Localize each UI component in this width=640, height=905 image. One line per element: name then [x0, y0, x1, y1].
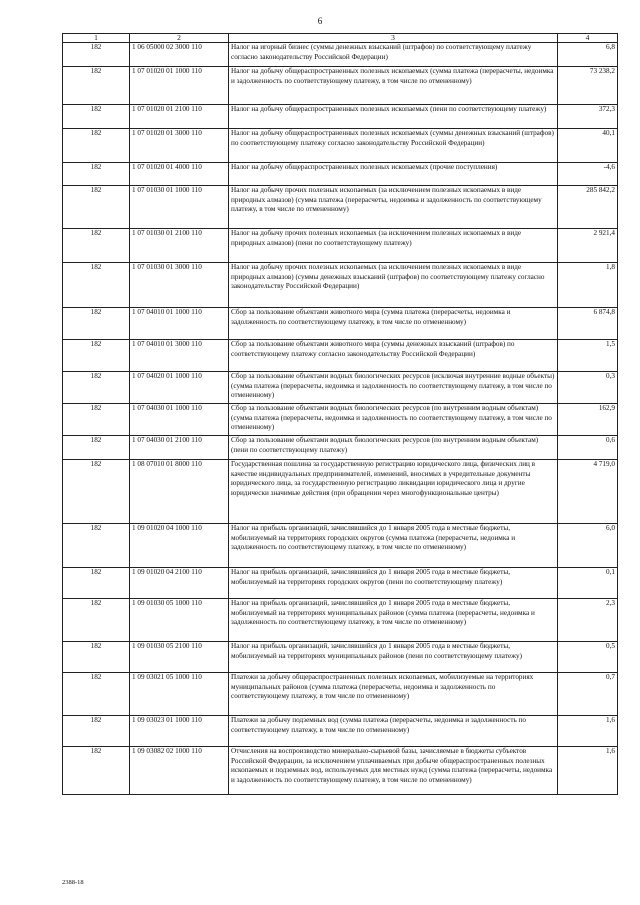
amount-cell: 4 719,0 [558, 460, 618, 524]
budget-code-cell: 1 07 01020 01 4000 110 [130, 163, 229, 186]
table-row [63, 263, 618, 308]
description-cell: Сбор за пользование объектами водных биологических ресурсов (исключая внутренние водные объекты) (сумма платежа (перерасчеты, недоимка и задолженность по соответствующему платежу, в том числе по отмененному) [229, 372, 558, 404]
admin-code-cell: 182 [63, 372, 130, 404]
description-cell: Налог на добычу прочих полезных ископаемых (за исключением полезных ископаемых в виде природных алмазов) (сумма платежа (перерасчеты, недоимка и задолженность по соответствующему платежу, в том числе по отмененному) [229, 186, 558, 229]
budget-code-cell: 1 07 04010 01 3000 110 [130, 340, 229, 372]
amount-cell: 0,7 [558, 673, 618, 716]
description-cell: Налог на добычу общераспространенных полезных ископаемых (пени по соответствующему платежу) [229, 105, 558, 129]
column-header: 2 [130, 34, 229, 43]
table-row [63, 43, 618, 67]
table-row [63, 129, 618, 163]
description-cell: Сбор за пользование объектами животного мира (суммы денежных взысканий (штрафов) по соответствующему платежу согласно законодательству Российской Федерации) [229, 340, 558, 372]
admin-code-cell: 182 [63, 460, 130, 524]
revenue-table [62, 33, 618, 795]
budget-code-cell: 1 08 07010 01 8000 110 [130, 460, 229, 524]
amount-cell: 73 238,2 [558, 67, 618, 105]
amount-cell: -4,6 [558, 163, 618, 186]
budget-code-cell: 1 09 01030 05 2100 110 [130, 642, 229, 673]
admin-code-cell: 182 [63, 340, 130, 372]
amount-cell: 162,9 [558, 404, 618, 436]
table-row [63, 67, 618, 105]
table-row [63, 460, 618, 524]
amount-cell: 1,8 [558, 263, 618, 308]
amount-cell: 0,5 [558, 642, 618, 673]
table-row [63, 716, 618, 747]
amount-cell: 6,8 [558, 43, 618, 67]
budget-code-cell: 1 06 05000 02 3000 110 [130, 43, 229, 67]
description-cell: Государственная пошлина за государственную регистрацию юридического лица, физических лиц в качестве индивидуальных предпринимателей, изменений, вносимых в учредительные документы юридического лица, за государственную регистрацию ликвидации юридического лица и другие юридически значимые действия (при обращении через многофункциональные центры) [229, 460, 558, 524]
description-cell: Отчисления на воспроизводство минерально-сырьевой базы, зачисляемые в бюджеты субъектов Российской Федерации, за исключением уплачиваемых при добыче общераспространенных полезных ископаемых и подземных вод, используемых для местных нужд (сумма платежа (перерасчеты, недоимка и задолженность по соответствующему платежу, в том числе по отмененному) [229, 747, 558, 795]
admin-code-cell: 182 [63, 129, 130, 163]
description-cell: Налог на добычу общераспространенных полезных ископаемых (сумма платежа (перерасчеты, недоимка и задолженность по соответствующему платежу, в том числе по отмененному) [229, 67, 558, 105]
budget-code-cell: 1 07 01020 01 3000 110 [130, 129, 229, 163]
budget-code-cell: 1 09 03082 02 1000 110 [130, 747, 229, 795]
page-number: 6 [317, 16, 323, 26]
description-cell: Налог на игорный бизнес (суммы денежных взысканий (штрафов) по соответствующему платежу согласно законодательству Российской Федерации) [229, 43, 558, 67]
amount-cell: 0,6 [558, 436, 618, 460]
table-header-row [63, 34, 618, 43]
budget-code-cell: 1 07 04030 01 1000 110 [130, 404, 229, 436]
admin-code-cell: 182 [63, 642, 130, 673]
admin-code-cell: 182 [63, 308, 130, 340]
table-row [63, 747, 618, 795]
description-cell: Налог на добычу общераспространенных полезных ископаемых (суммы денежных взысканий (штрафов) по соответствующему платежу согласно законодательству Российской Федерации) [229, 129, 558, 163]
amount-cell: 2 921,4 [558, 229, 618, 263]
budget-code-cell: 1 07 01020 01 2100 110 [130, 105, 229, 129]
table-row [63, 308, 618, 340]
table-row [63, 568, 618, 599]
admin-code-cell: 182 [63, 186, 130, 229]
description-cell: Налог на прибыль организаций, зачислявшийся до 1 января 2005 года в местные бюджеты, мобилизуемый на территориях городских округов (пени по соответствующему платежу) [229, 568, 558, 599]
budget-code-cell: 1 07 01030 01 3000 110 [130, 263, 229, 308]
table-row [63, 404, 618, 436]
admin-code-cell: 182 [63, 568, 130, 599]
table-row [63, 599, 618, 642]
amount-cell: 2,3 [558, 599, 618, 642]
column-header: 1 [63, 34, 130, 43]
table-row [63, 642, 618, 673]
budget-code-cell: 1 07 01030 01 1000 110 [130, 186, 229, 229]
admin-code-cell: 182 [63, 263, 130, 308]
table-row [63, 186, 618, 229]
amount-cell: 1,6 [558, 747, 618, 795]
budget-code-cell: 1 07 04030 01 2100 110 [130, 436, 229, 460]
admin-code-cell: 182 [63, 43, 130, 67]
admin-code-cell: 182 [63, 599, 130, 642]
amount-cell: 0,1 [558, 568, 618, 599]
admin-code-cell: 182 [63, 436, 130, 460]
amount-cell: 40,1 [558, 129, 618, 163]
budget-code-cell: 1 09 03023 01 1000 110 [130, 716, 229, 747]
table-row [63, 105, 618, 129]
column-header: 3 [229, 34, 558, 43]
budget-code-cell: 1 07 04020 01 1000 110 [130, 372, 229, 404]
amount-cell: 0,3 [558, 372, 618, 404]
admin-code-cell: 182 [63, 105, 130, 129]
budget-code-cell: 1 07 04010 01 1000 110 [130, 308, 229, 340]
description-cell: Налог на прибыль организаций, зачислявшийся до 1 января 2005 года в местные бюджеты, мобилизуемый на территориях муниципальных районов (сумма платежа (перерасчеты, недоимка и задолженность по соответствующему платежу, в том числе по отмененному) [229, 599, 558, 642]
admin-code-cell: 182 [63, 229, 130, 263]
budget-code-cell: 1 09 01020 04 2100 110 [130, 568, 229, 599]
footer-document-code: 2388-18 [62, 879, 84, 886]
budget-code-cell: 1 09 01020 04 1000 110 [130, 524, 229, 568]
amount-cell: 1,6 [558, 716, 618, 747]
description-cell: Налог на добычу прочих полезных ископаемых (за исключением полезных ископаемых в виде природных алмазов) (суммы денежных взысканий (штрафов) по соответствующему платежу согласно законодательству Российской Федерации) [229, 263, 558, 308]
description-cell: Сбор за пользование объектами водных биологических ресурсов (по внутренним водным объектам) (пени по соответствующему платежу) [229, 436, 558, 460]
description-cell: Сбор за пользование объектами животного мира (сумма платежа (перерасчеты, недоимка и задолженность по соответствующему платежу, в том числе по отмененному) [229, 308, 558, 340]
admin-code-cell: 182 [63, 747, 130, 795]
budget-code-cell: 1 09 03021 05 1000 110 [130, 673, 229, 716]
description-cell: Платежи за добычу общераспространенных полезных ископаемых, мобилизуемые на территориях муниципальных районов (сумма платежа (перерасчеты, недоимка и задолженность по соответствующему платежу, в том числе по отмененному) [229, 673, 558, 716]
admin-code-cell: 182 [63, 67, 130, 105]
table-row [63, 372, 618, 404]
description-cell: Сбор за пользование объектами водных биологических ресурсов (по внутренним водным объектам) (сумма платежа (перерасчеты, недоимка и задолженность по соответствующему платежу, в том числе по отмененному) [229, 404, 558, 436]
description-cell: Налог на добычу прочих полезных ископаемых (за исключением полезных ископаемых в виде природных алмазов) (пени по соответствующему платежу) [229, 229, 558, 263]
admin-code-cell: 182 [63, 163, 130, 186]
column-header: 4 [558, 34, 618, 43]
amount-cell: 6 874,8 [558, 308, 618, 340]
admin-code-cell: 182 [63, 524, 130, 568]
description-cell: Налог на добычу общераспространенных полезных ископаемых (прочие поступления) [229, 163, 558, 186]
admin-code-cell: 182 [63, 673, 130, 716]
table-row [63, 340, 618, 372]
amount-cell: 285 842,2 [558, 186, 618, 229]
admin-code-cell: 182 [63, 716, 130, 747]
amount-cell: 372,3 [558, 105, 618, 129]
budget-code-cell: 1 07 01020 01 1000 110 [130, 67, 229, 105]
description-cell: Платежи за добычу подземных вод (сумма платежа (перерасчеты, недоимка и задолженность по соответствующему платежу, в том числе по отмененному) [229, 716, 558, 747]
table-row [63, 163, 618, 186]
description-cell: Налог на прибыль организаций, зачислявшийся до 1 января 2005 года в местные бюджеты, мобилизуемый на территориях городских округов (сумма платежа (перерасчеты, недоимка и задолженность по соответствующему платежу, в том числе по отмененному) [229, 524, 558, 568]
budget-code-cell: 1 09 01030 05 1000 110 [130, 599, 229, 642]
amount-cell: 6,0 [558, 524, 618, 568]
budget-code-cell: 1 07 01030 01 2100 110 [130, 229, 229, 263]
table-row [63, 673, 618, 716]
table-row [63, 524, 618, 568]
table-row [63, 229, 618, 263]
table-row [63, 436, 618, 460]
description-cell: Налог на прибыль организаций, зачислявшийся до 1 января 2005 года в местные бюджеты, мобилизуемый на территориях муниципальных районов (пени по соответствующему платежу) [229, 642, 558, 673]
amount-cell: 1,5 [558, 340, 618, 372]
admin-code-cell: 182 [63, 404, 130, 436]
